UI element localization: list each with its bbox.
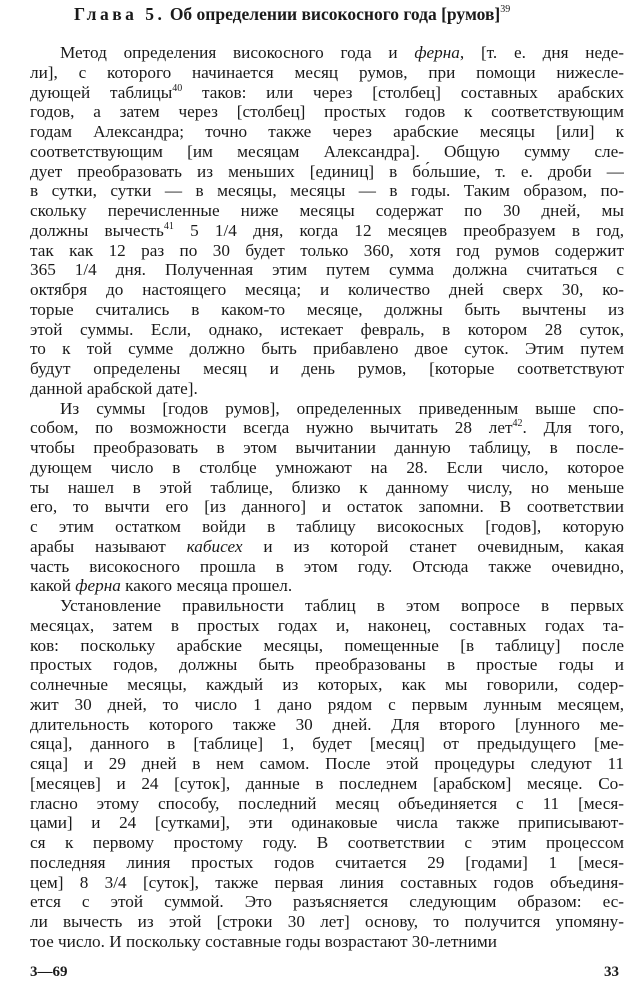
line-text: будут определены месяц и день румов, [которые соответствуют: [30, 359, 624, 378]
text-line: [30, 200, 624, 222]
line-text: длительность которого также 30 дней. Для второго [лунного ме-: [30, 714, 624, 734]
text-line: [30, 240, 624, 262]
text-line: [30, 793, 624, 815]
line-text: его, то вычти его [из данного] и остаток запомни. В соответствии: [30, 497, 624, 517]
text-line: [30, 891, 624, 913]
page-number: 33: [604, 964, 619, 980]
text-line: [30, 417, 624, 439]
line-text: годов, а затем через [столбец] простых годов к соответствующим: [30, 102, 624, 122]
text-line: [60, 595, 624, 617]
text-line: [30, 180, 624, 202]
text-line: [30, 299, 624, 321]
text-line: [30, 733, 624, 755]
text-line: [30, 259, 624, 281]
chapter-number: Глава 5.: [74, 4, 166, 24]
line-text: ли вычесть из этой [строки 30 лет] основу, то получится упомяну-: [30, 912, 624, 931]
text-line: [30, 872, 624, 894]
text-line: [30, 220, 624, 242]
text-line: [30, 654, 624, 676]
line-text: 365 1/4 дня. Полученная этим путем сумма должна считаться с: [30, 260, 624, 280]
text-line: [30, 911, 624, 933]
text-line: [30, 496, 624, 518]
line-text: Из суммы [годов румов], определенных приведенным выше спо-: [60, 398, 624, 418]
line-text: октября до настоящего месяца; и количество дней сверх 30, ко-: [30, 280, 624, 299]
line-text: сяца], данного в [таблице] 1, будет [месяц] от предыдущего [ме-: [30, 734, 624, 754]
line-text: жит 30 дней, то число 1 дано рядом с первым лунным месяцем,: [30, 694, 624, 714]
text-line: [30, 141, 624, 163]
text-line: [60, 398, 624, 420]
line-text: месяцах, затем в простых годах и, наконец, составных годах та-: [30, 615, 624, 635]
line-text: скольку перечисленные ниже месяцы содержат по 30 дней, мы: [30, 201, 624, 220]
line-text: ты нашел в этой таблице, близко к данному числу, но меньше: [30, 477, 624, 497]
text-line: [30, 615, 624, 637]
line-text: соответствующим [им месяцам Александра]. Общую сумму сле-: [30, 141, 624, 161]
line-text: сяца] и 29 дней в нем самом. После этой процедуры следуют 11: [30, 754, 624, 773]
line-text: дующей таблицы: [30, 82, 173, 102]
line-text: , [т. е. дня неде-: [459, 43, 624, 62]
line-text: с этим остатком войди в таблицу високосных [годов], которую: [30, 517, 624, 536]
chapter-title: [74, 4, 594, 25]
line-text: таков: или через [столбец] составных арабских: [182, 82, 624, 102]
italic-term: ферна: [414, 43, 460, 62]
line-text: цем] 8 3/4 [суток], также первая линия составных годов объединя-: [30, 872, 624, 892]
text-line: [30, 931, 624, 953]
line-text: дующем число в столбце умножают на 28. Если число, которое: [30, 457, 624, 477]
line-text: какого месяца прошел.: [120, 576, 293, 596]
line-text: гласно этому способу, последний месяц объединяется с 11 [меся-: [30, 793, 624, 813]
text-line: [30, 516, 624, 538]
footnote-ref: 42: [512, 418, 523, 430]
line-text: 5 1/4 дня, когда 12 месяцев преобразуем в год,: [173, 220, 624, 240]
text-line: [30, 694, 624, 716]
line-text: ется с этой суммой. Это разъясняется следующим образом: ес-: [30, 892, 624, 912]
line-text: так как 12 раз по 30 будет только 360, хотя год румов содержит: [30, 240, 624, 260]
line-text: цами] и 24 [сутками], эти одинаковые числа также приписывают-: [30, 813, 624, 833]
line-text: [месяцев] и 24 [суток], данные в последнем [арабском] месяце. Со-: [30, 773, 624, 793]
text-line: [30, 536, 624, 558]
line-text: этой суммы. Если, однако, истекает февраль, в котором 28 суток,: [30, 319, 624, 339]
line-text: дует преобразовать из меньших [единиц] в бо́льшие, т. е. дроби —: [30, 161, 624, 181]
line-text: солнечные месяцы, каждый из которых, как мы говорили, содер-: [30, 675, 624, 694]
line-text: ков: поскольку арабские месяцы, помещенные [в таблицу] после: [30, 635, 624, 655]
text-line: [30, 62, 624, 84]
text-line: [30, 82, 624, 104]
footnote-ref: 41: [163, 220, 174, 232]
line-text: последняя линия простых годов считается 29 [годами] 1 [меся-: [30, 852, 624, 872]
text-line: [30, 457, 624, 479]
text-line: [30, 161, 624, 183]
line-text: простых годов, должны быть преобразованы в простые годы и: [30, 655, 624, 675]
line-text: Метод определения високосного года и: [60, 43, 415, 62]
text-line: [30, 714, 624, 736]
text-line: [30, 575, 624, 597]
italic-term: кабисех: [186, 536, 243, 556]
text-line: [30, 101, 624, 123]
line-text: должны вычесть: [30, 220, 164, 240]
line-text: чтобы преобразовать в этом вычитании данную таблицу, в после-: [30, 438, 624, 457]
footnote-ref: 39: [500, 4, 511, 15]
text-line: [30, 556, 624, 578]
line-text: ся к первому простому году. В соответствии с этим процессом: [30, 833, 624, 852]
text-line: [30, 812, 624, 834]
text-line: [30, 832, 624, 854]
line-text: Установление правильности таблиц в этом вопросе в первых: [60, 596, 624, 615]
line-text: тое число. И поскольку составные годы возрастают 30-летними: [30, 931, 497, 951]
line-text: в сутки, сутки — в месяцы, месяцы — в годы. Таким образом, по-: [30, 181, 624, 201]
text-line: [60, 42, 624, 64]
text-line: [30, 378, 624, 400]
line-text: данной арабской дате].: [30, 378, 198, 398]
text-line: [30, 753, 624, 775]
line-text: арабы называют: [30, 536, 187, 556]
text-line: [30, 279, 624, 301]
text-line: [30, 121, 624, 143]
chapter-title-text: Об определении високосного года [румов]: [169, 4, 501, 24]
line-text: и из которой станет очевидным, какая: [242, 536, 624, 556]
text-line: [30, 477, 624, 499]
text-line: [30, 358, 624, 380]
text-line: [30, 635, 624, 657]
line-text: то к той сумме должно быть прибавлено двое суток. Этим путем: [30, 339, 624, 359]
italic-term: ферна: [75, 576, 121, 596]
line-text: ли], с которого начинается месяц румов, при помощи нижесле-: [30, 62, 624, 82]
text-line: [30, 437, 624, 459]
printer-signature: 3—69: [30, 964, 68, 980]
footnote-ref: 40: [172, 82, 183, 94]
line-text: собом, по возможности всегда нужно вычитать 28 лет: [30, 418, 513, 438]
text-line: [30, 338, 624, 360]
line-text: какой: [30, 576, 76, 596]
text-line: [30, 319, 624, 341]
text-line: [30, 773, 624, 795]
line-text: . Для того,: [522, 418, 624, 438]
line-text: часть високосного прошла в этом году. Отсюда также очевидно,: [30, 556, 624, 576]
text-line: [30, 674, 624, 696]
line-text: торые считались в каком-то месяце, должны быть вычтены из: [30, 299, 624, 319]
line-text: годам Александра; точно также через арабские месяцы [или] к: [30, 122, 624, 141]
text-line: [30, 852, 624, 874]
